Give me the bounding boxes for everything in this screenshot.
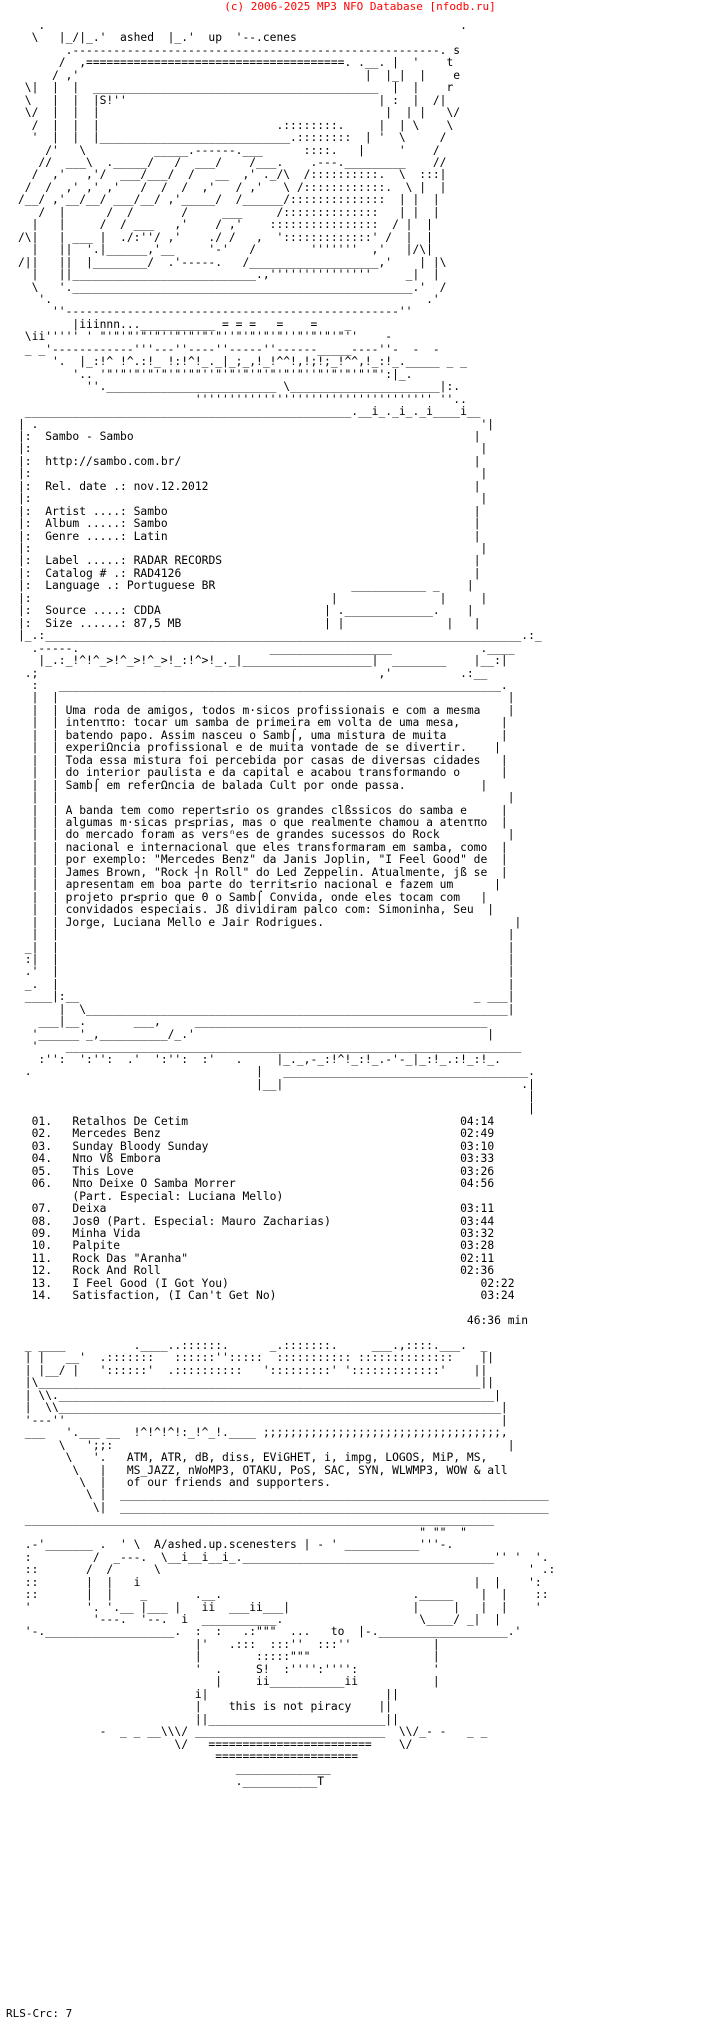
- info-line-1: Uma roda de amigos, todos m·sicos profissionais e com a mesma: [65, 703, 481, 717]
- release-artist: Artist ....: Sambo: [45, 504, 168, 518]
- footer-sign: this is not piracy: [228, 1700, 352, 1714]
- track-num: 09.: [31, 1226, 53, 1240]
- info-line-5: Toda essa mistura foi percebida por casas de diversas cidades: [65, 753, 481, 767]
- track-num: 14.: [31, 1289, 53, 1303]
- info-line-16: convidados especiais. Jß dividiram palco com: Simoninha, Seu: [65, 903, 474, 917]
- release-catalog: Catalog # .: RAD4126: [45, 566, 182, 580]
- info-line-11: nacional e internacional que eles transformaram em samba, como: [65, 840, 488, 854]
- track-time: 02:11: [460, 1251, 495, 1265]
- track-num: 13.: [31, 1276, 53, 1290]
- release-album: Album .....: Sambo: [45, 517, 168, 531]
- track-title: Satisfaction, (I Can't Get No): [72, 1289, 277, 1303]
- info-line-15: projeto pr≤prio que Θ o Samb⌠ Convida, onde eles tocam com: [65, 890, 461, 904]
- track-time: 02:49: [460, 1127, 495, 1141]
- track-title: Deixa: [72, 1202, 107, 1216]
- release-genre: Genre .....: Latin: [45, 529, 168, 543]
- track-num: 05.: [31, 1164, 53, 1178]
- track-time: 03:28: [460, 1239, 495, 1253]
- track-title: Nπo Deixe O Samba Morrer: [72, 1177, 236, 1191]
- info-line-7: Samb⌠ em referΩncia de balada Cult por onde passa.: [65, 778, 406, 792]
- track-time: 03:44: [460, 1214, 495, 1228]
- info-line-13: James Brown, "Rock ┤n Roll" do Led Zeppelin. Atualmente, jß se: [65, 865, 488, 879]
- track-title: (Part. Especial: Luciana Mello): [72, 1189, 284, 1203]
- track-time: 02:36: [460, 1264, 495, 1278]
- track-time: 04:14: [460, 1114, 495, 1128]
- track-num: 10.: [31, 1239, 53, 1253]
- track-title: Minha Vida: [72, 1226, 141, 1240]
- track-title: JosΘ (Part. Especial: Mauro Zacharias): [72, 1214, 331, 1228]
- banner-line-1: . .: [31, 19, 488, 32]
- info-line-2: intenτπo: tocar um samba de primeira em volta de uma mesa,: [65, 716, 461, 730]
- info-line-17: Jorge, Luciana Mello e Jair Rodrigues.: [65, 915, 325, 929]
- footer-tail: T: [317, 1774, 325, 1788]
- rls-crc: RLS-Crc: 7: [6, 2007, 73, 2020]
- info-line-12: por exemplo: "Mercedes Benz" da Janis Joplin, "I Feel Good" de: [65, 853, 488, 867]
- track-num: 07.: [31, 1202, 53, 1216]
- release-source: Source ....: CDDA: [45, 604, 161, 618]
- nfo-art: . . \ |_/|_.' ashed |_.' up '--.cenes .------------------------------------------------------. s / ,======================================. .__. | ' t / ,' | |_| | e \| | | __________________________________________ | | r \ | | |S!'' | : | /| \/ | | | | | | \/ / | | | .::::::::. | | \ \ ' | | |____________________________.:::::::: | ' \ / /' \ _____.------.___ ::::. | ' / // ___\ ._____/ / ___/ /___. .---._________ // / ,' ,'/ ___/___/ / __ ,' ._/\ /::::::::::. \ :::| / / ,' ,' ,' / / / ,' / ,' \ /::::::::::::. \ | | /__/ ,'__/__/ ___/__/ ,'_____/ /______/:::::::::::::: | | | / | / / / ___ /:::::::::::::: | | | | | / / ___ ,' / ,' :::::::::::::::: / | | /\| | ___ | ./:''/ ,' ./ / , ':::::::::::::' / | | | || '.|______,'__ '-' / ''''''' ,' |/\| /|| || |________/ .'-----. /___________________,' | |\ | ||___________________________.,''''''''''''''' _| | \ '.__________________________________________________.' / '. .' ''-------------------------------------------------'' |iiinnn...___________ = = = = = _ \ii''''' ' "'"'"'"'"''"'"'"'"''"'"'"'"''"'"'"'"'' - _ _'------------'''---''----''-----''------_____----''- - - '. |_:!^ !^.:!_ !:!^!_._|_;_,!_!^^!,!;!;_!^^,!_:!_._____ _ _ '.. '"'"'"'"'"'"'""''"'"'"'"'"'"'"''"'"'"'"'"':|_. ''._________________________ \______________________|:. ''''''''''''''''''''''''''''''''''' ''.. ________________________________________________.__i_._i_._i____i__ | . '| |: Sambo - Sambo | |: | |: http://sambo.com.br/ | |: | |: Rel. date .: nov.12.2012 | |: | |: Artist ....: Sambo | |: Album .....: Sambo | |: Genre .....: Latin | |: | |: Label .....: RADAR RECORDS | |: Catalog # .: RAD4126 | |: Language .: Portuguese BR ___________ _ | |: | | | |: Source ....: CDDA | ._____________. | |: Size ......: 87,5 MB | | | | |_.:______________________________________________________________________.:_ .-----. __________________ .____ |_.:_!^!^_>!^_>!^_>!_:!^>!_._|___________________| ________ |__:| .; ,' .:__ : _________________________________________________________________. | | | | | Uma roda de amigos, todos m·sicos profissionais e com a mesma | | | intenτπo: tocar um samba de primeira em volta de uma mesa, | | | batendo papo. Assim nasceu o Samb⌠, uma mistura de muita | | | experiΩncia profissional e de muita vontade de se divertir. | | | Toda essa mistura foi percebida por casas de diversas cidades | | | do interior paulista e da capital e acabou transformando o | | | Samb⌠ em referΩncia de balada Cult por onde passa. | | | | | | A banda tem como repert≤rio os grandes clßssicos do samba e | | | algumas m·sicas pr≤prias, mas o que realmente chamou a atenτπo | | | do mercado foram as versⁿes de grandes sucessos do Rock | | | nacional e internacional que eles transformaram em samba, como | | | por exemplo: "Mercedes Benz" da Janis Joplin, "I Feel Good" de | | | James Brown, "Rock ┤n Roll" do Led Zeppelin. Atualmente, jß se | | | apresentam em boa parte do territ≤rio nacional e fazem um | | | projeto pr≤prio que Θ o Samb⌠ Convida, onde eles tocam com | | | convidados especiais. Jß dividiram palco com: Simoninha, Seu | | | Jorge, Luciana Mello e Jair Rodrigues. | | | | _| | | :| | | .' | | _. | | ____|:__ _ ___| | \______________________________________________________________| ___|__. ___, ___________________________________________ '______'_,__________/_.' | ' ___________________________________________________________________ :'': ':'': .' ':'': :' . |_._,-_:!^!_:!_.-'-_|_:!_.:!_:!_. . | ____________________________________. |__| .| | | 01. Retalhos De Cetim 04:14 02. Mercedes Benz 02:49 03. Sunday Bloody Sunday 03:10 04. Nπo Vß Embora 03:33 05. This Love 03:26 06. Nπo Deixe O Samba Morrer 04:56 (Part. Especial: Luciana Mello) 07. Deixa 03:11 08. JosΘ (Part. Especial: Mauro Zacharias) 03:44 09. Minha Vida 03:32 10. Palpite 03:28 11. Rock Das "Aranha" 02:11 12. Rock And Roll 02:36 13. I Feel Good (I Got You) 02:22 14. Satisfaction, (I Can't Get No) 03:24 46:36 min _ ____ .____..::::::. _.:::::::. ___.,::::.___. _ | | __' .::::::: ::::::''::::: ::::::::::: :::::::::::::: || | |__/ | '::::::' .:::::::::: ':::::::::' ':::::::::::::' || |\_________________________________________________________________|| | \\.________________________________________________________________| | \\_________________________________________________________________| '---'' | ___ '.___ __ !^!^!^!:_!^_!.____ ;;;;;;;;;;;;;;;;;;;;;;;;;;;;;;;;;;;, \ ';;: | \ '. ATM, ATR, dB, diss, EViGHET, i, impg, LOGOS, MiP, MS, \ | MS_JAZZ, nWoMP3, OTAKU, PoS, SAC, SYN, WLWMP3, WOW & all \ | of our friends and supporters. \ | _______________________________________________________________ \| _______________________________________________________________ _____________________________________________________________________ " "" " .-'_______ . ' \ A/ashed.up.scenesters | - ' ___________'''-. : / _---. \__i__i__i_._____________________________________'' ' '. :: / / \ ' .: :: | | i | | ': :: | | _ .__. ._____ | | :: ' '. '.__ |___ | ii ___ii___| | | | | ' '---. '--. i ___________. \____/ _| | '-.___________________. : : .:""" ... to |-.___________________.' |' .::: :::'' :::'' | | :::::""" | ' . S! :'''':'''': ' | ii___________ii | i| || | this is not piracy || ||__________________________|| - _ _ __\\\/ ____________________________ \\/_- - _ _ \/ ======================== \/ ===================== ______________ .___________T: [18, 19, 556, 1788]
- footer-banner: A/ashed.up.scenesters: [154, 1538, 297, 1552]
- track-time: 02:22: [480, 1276, 515, 1290]
- track-title: Retalhos De Cetim: [72, 1114, 189, 1128]
- release-url: http://sambo.com.br/: [45, 454, 182, 468]
- track-num: 08.: [31, 1214, 53, 1228]
- info-line-9: algumas m·sicas pr≤prias, mas o que realmente chamou a atenτπo: [65, 816, 488, 829]
- track-time: 03:10: [460, 1139, 495, 1153]
- greets-line-1: ATM, ATR, dB, diss, EViGHET, i, impg, LOGOS, MiP, MS,: [126, 1451, 488, 1465]
- release-language: Language .: Portuguese BR: [45, 579, 216, 593]
- track-title: Rock And Roll: [72, 1264, 161, 1278]
- track-title: Nπo Vß Embora: [72, 1152, 161, 1166]
- release-date: Rel. date .: nov.12.2012: [45, 479, 209, 493]
- track-time: 04:56: [460, 1177, 495, 1191]
- greets-line-3: of our friends and supporters.: [126, 1476, 331, 1490]
- track-num: 06.: [31, 1177, 53, 1191]
- site-credit: (c) 2006-2025 MP3 NFO Database [nfodb.ru]: [224, 0, 496, 13]
- track-time: 03:33: [460, 1152, 495, 1166]
- track-time: 03:24: [480, 1289, 515, 1303]
- info-line-3: batendo papo. Assim nasceu o Samb⌠, uma mistura de muita: [65, 728, 447, 742]
- track-title: I Feel Good (I Got You): [72, 1276, 229, 1290]
- info-line-6: do interior paulista e da capital e acabou transformando o: [65, 766, 461, 780]
- track-time: 03:32: [460, 1226, 495, 1240]
- track-num: 04.: [31, 1152, 53, 1166]
- info-line-4: experiΩncia profissional e de muita vontade de se divertir.: [65, 741, 467, 755]
- track-num: 02.: [31, 1127, 53, 1141]
- release-title: Sambo - Sambo: [45, 429, 134, 443]
- track-time: 03:26: [460, 1164, 495, 1178]
- track-time: 03:11: [460, 1202, 495, 1216]
- track-title: Sunday Bloody Sunday: [72, 1139, 209, 1153]
- track-num: 03.: [31, 1139, 53, 1153]
- info-line-14: apresentam em boa parte do territ≤rio nacional e fazem um: [65, 878, 454, 892]
- release-label: Label .....: RADAR RECORDS: [45, 554, 223, 568]
- greets-line-2: MS_JAZZ, nWoMP3, OTAKU, PoS, SAC, SYN, WLWMP3, WOW & all: [126, 1463, 508, 1477]
- info-line-10: do mercado foram as versⁿes de grandes sucessos do Rock: [65, 828, 440, 842]
- track-title: Rock Das "Aranha": [72, 1251, 189, 1265]
- track-num: 01.: [31, 1114, 53, 1128]
- track-title: Palpite: [72, 1239, 121, 1253]
- info-line-8: A banda tem como repert≤rio os grandes clßssicos do samba e: [65, 803, 467, 817]
- track-title: This Love: [72, 1164, 134, 1178]
- total-time: 46:36 min: [466, 1314, 529, 1328]
- track-num: 11.: [31, 1251, 53, 1265]
- track-num: 12.: [31, 1264, 53, 1278]
- release-size: Size ......: 87,5 MB: [45, 616, 182, 630]
- banner-line-2: \ |_/|_.' ashed |_.' up '--.cenes: [18, 31, 331, 45]
- track-title: Mercedes Benz: [72, 1127, 161, 1141]
- year-label: to: [330, 1625, 345, 1639]
